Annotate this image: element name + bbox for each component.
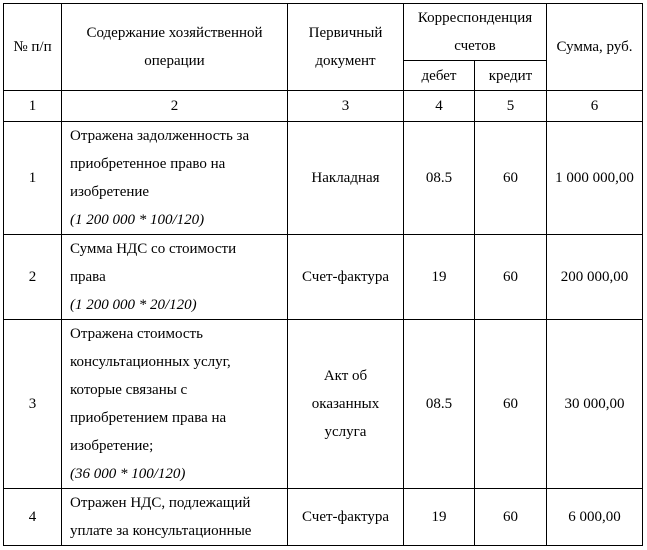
row-calculation: (36 000 * 100/120) — [70, 466, 186, 482]
header-row — [4, 4, 643, 61]
row-credit: 60 — [475, 235, 547, 320]
column-number: 4 — [404, 91, 475, 122]
row-description: Отражена задолженность за приобретенное право на изобретение (1 200 000 * 100/120) — [62, 122, 288, 235]
row-document: Накладная — [288, 122, 404, 235]
header-credit: кредит — [475, 61, 547, 91]
row-sum: 30 000,00 — [547, 320, 643, 489]
row-sum: 200 000,00 — [547, 235, 643, 320]
table-row — [4, 320, 643, 489]
row-description: Отражен НДС, подлежащий уплате за консультационные — [62, 489, 288, 546]
header-sum: Сумма, руб. — [547, 4, 643, 91]
column-number: 6 — [547, 91, 643, 122]
table-row — [4, 235, 643, 320]
row-description: Отражена стоимость консультационных услуг, которые связаны с приобретением права на изобретение; (36 000 * 100/120) — [62, 320, 288, 489]
row-num: 3 — [4, 320, 62, 489]
row-document: Акт об оказанных услуга — [288, 320, 404, 489]
row-document: Счет-фактура — [288, 235, 404, 320]
row-debit: 08.5 — [404, 320, 475, 489]
column-number-row — [4, 91, 643, 122]
column-number: 5 — [475, 91, 547, 122]
row-document: Счет-фактура — [288, 489, 404, 546]
row-num: 4 — [4, 489, 62, 546]
column-number: 1 — [4, 91, 62, 122]
header-num: № п/п — [4, 4, 62, 91]
row-num: 1 — [4, 122, 62, 235]
row-debit: 19 — [404, 235, 475, 320]
row-num: 2 — [4, 235, 62, 320]
row-credit: 60 — [475, 320, 547, 489]
header-debit: дебет — [404, 61, 475, 91]
row-calculation: (1 200 000 * 20/120) — [70, 297, 197, 313]
table-row — [4, 122, 643, 235]
header-document: Первичный документ — [288, 4, 404, 91]
row-debit: 08.5 — [404, 122, 475, 235]
row-credit: 60 — [475, 489, 547, 546]
row-sum: 6 000,00 — [547, 489, 643, 546]
header-content: Содержание хозяйственной операции — [62, 4, 288, 91]
column-number: 3 — [288, 91, 404, 122]
row-sum: 1 000 000,00 — [547, 122, 643, 235]
column-number: 2 — [62, 91, 288, 122]
header-correspondence: Корреспонденция счетов — [404, 4, 547, 61]
accounting-entries-table — [3, 3, 643, 546]
row-debit: 19 — [404, 489, 475, 546]
table-row — [4, 489, 643, 546]
row-description: Сумма НДС со стоимости права (1 200 000 * 20/120) — [62, 235, 288, 320]
row-calculation: (1 200 000 * 100/120) — [70, 212, 205, 228]
row-credit: 60 — [475, 122, 547, 235]
